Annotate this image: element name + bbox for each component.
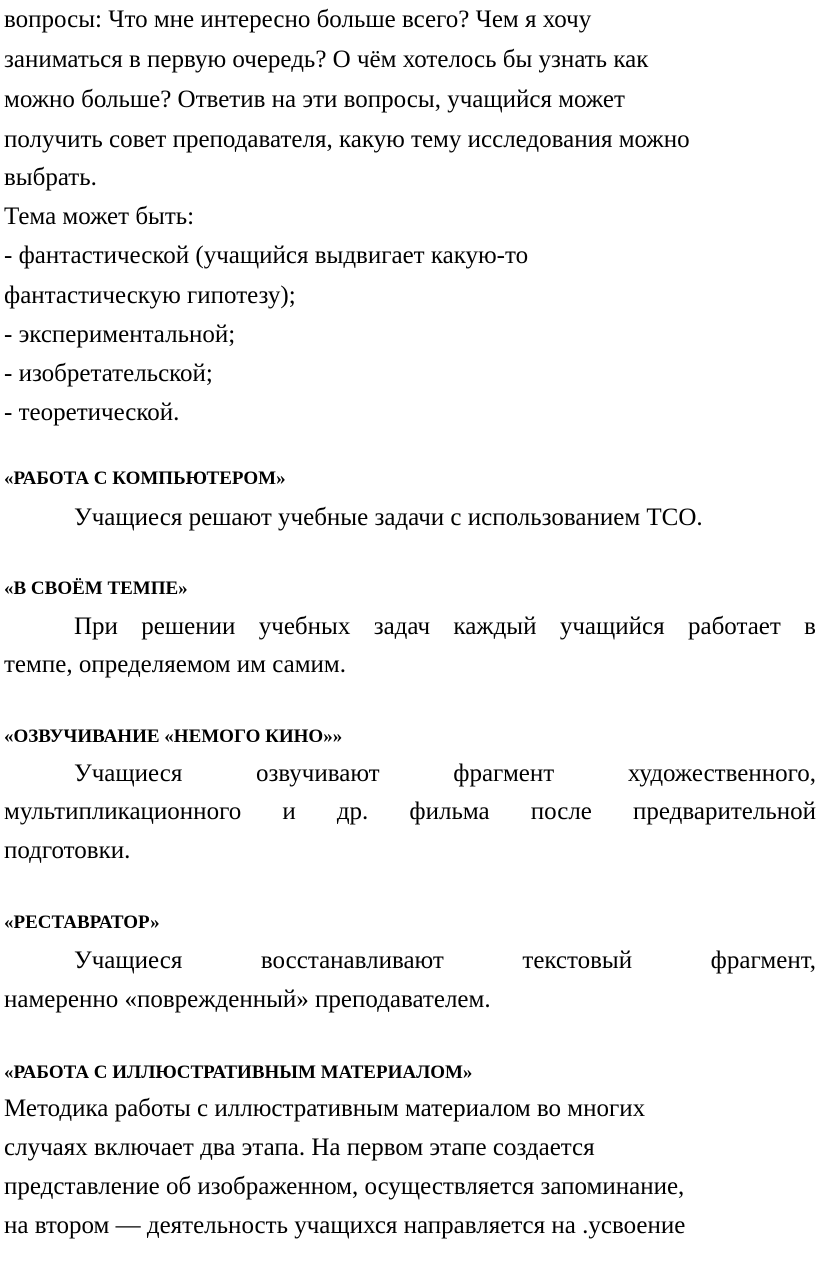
section-heading: «РАБОТА С ИЛЛЮСТРАТИВНЫМ МАТЕРИАЛОМ» <box>4 1062 473 1083</box>
list-item: - экспериментальной; <box>4 321 236 348</box>
section-text-line: При решении учебных задач каждый учащийся работает в <box>74 613 816 640</box>
section-heading: «ОЗВУЧИВАНИЕ «НЕМОГО КИНО»» <box>4 726 343 747</box>
text-line: вопросы: Что мне интересно больше всего? Чем я хочу <box>4 6 592 33</box>
section-text-line: мультипликационного и др. фильма после предварительной <box>4 798 816 825</box>
list-item-continuation: фантастическую гипотезу); <box>4 282 296 309</box>
section-text-line: Учащиеся решают учебные задачи с использованием ТСО. <box>74 504 703 531</box>
section-text-line: намеренно «поврежденный» преподавателем. <box>4 986 491 1013</box>
list-item: - теоретической. <box>4 399 180 426</box>
section-text-line: темпе, определяемом им самим. <box>4 651 346 678</box>
section-text-line: Учащиеся озвучивают фрагмент художественного, <box>74 760 816 787</box>
list-item: - фантастической (учащийся выдвигает какую-то <box>4 242 529 269</box>
list-item: - изобретательской; <box>4 360 213 387</box>
section-heading: «РЕСТАВРАТОР» <box>4 912 160 933</box>
section-text-line: подготовки. <box>4 837 131 864</box>
section-text-line: Учащиеся восстанавливают текстовый фрагмент, <box>74 947 816 974</box>
text-line: выбрать. <box>4 164 97 191</box>
section-text-line: на втором — деятельность учащихся направляется на .усвоение <box>4 1212 686 1239</box>
text-line: заниматься в первую очередь? О чём хотелось бы узнать как <box>4 46 649 73</box>
section-text-line: случаях включает два этапа. На первом этапе создается <box>4 1134 595 1161</box>
section-heading: «В СВОЁМ ТЕМПЕ» <box>4 578 188 599</box>
section-text-line: представление об изображенном, осуществляется запоминание, <box>4 1173 685 1200</box>
text-line: можно больше? Ответив на эти вопросы, учащийся может <box>4 86 625 113</box>
text-line: Тема может быть: <box>4 203 195 230</box>
section-heading: «РАБОТА С КОМПЬЮТЕРОМ» <box>4 468 286 489</box>
text-line: получить совет преподавателя, какую тему исследования можно <box>4 126 690 153</box>
section-text-line: Методика работы с иллюстративным материалом во многих <box>4 1095 646 1122</box>
